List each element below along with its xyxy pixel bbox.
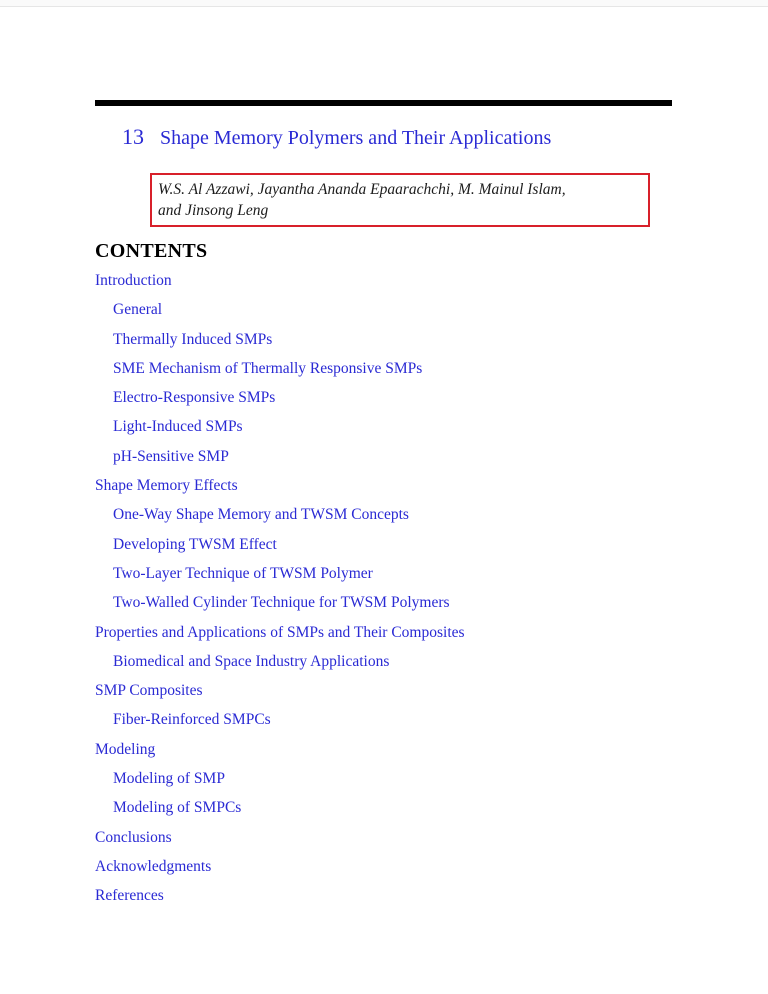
toc-subsection-link[interactable]: Two-Layer Technique of TWSM Polymer xyxy=(113,564,373,582)
toc-section-link[interactable]: Introduction xyxy=(95,272,172,289)
toc-subsection-link[interactable]: Developing TWSM Effect xyxy=(113,535,277,553)
toc-subsection-link[interactable]: Two-Walled Cylinder Technique for TWSM Polymers xyxy=(113,594,450,612)
authors-line-2: and Jinsong Leng xyxy=(158,202,269,219)
toc-subsection-link[interactable]: Electro-Responsive SMPs xyxy=(113,389,276,407)
toc-subsection-link[interactable]: Modeling of SMPCs xyxy=(113,799,242,817)
chapter-title[interactable]: Shape Memory Polymers and Their Applications xyxy=(160,127,552,149)
toc-section-link[interactable]: Modeling xyxy=(95,740,156,758)
chapter-heading[interactable] xyxy=(122,124,682,150)
toc-subsection-link[interactable]: General xyxy=(113,301,163,319)
toc-subsection-link[interactable]: SME Mechanism of Thermally Responsive SMPs xyxy=(113,359,423,377)
chapter-number: 13 xyxy=(122,124,144,149)
authors-line-1: W.S. Al Azzawi, Jayantha Ananda Epaarachchi, M. Mainul Islam, xyxy=(158,181,566,198)
table-of-contents xyxy=(95,270,465,915)
contents-heading: CONTENTS xyxy=(95,240,208,262)
toc-subsection-link[interactable]: Biomedical and Space Industry Applications xyxy=(113,652,390,670)
toc-section-link[interactable]: SMP Composites xyxy=(95,682,203,700)
toc-subsection-link[interactable]: One-Way Shape Memory and TWSM Concepts xyxy=(113,506,409,524)
toc-subsection-link[interactable]: Thermally Induced SMPs xyxy=(113,330,273,348)
toc-section-link[interactable]: References xyxy=(95,887,164,905)
toc-section-link[interactable]: Conclusions xyxy=(95,828,172,846)
toc-subsection-link[interactable]: Modeling of SMP xyxy=(113,770,225,788)
toc-subsection-link[interactable]: Light-Induced SMPs xyxy=(113,418,243,436)
toc-section-link[interactable]: Shape Memory Effects xyxy=(95,477,238,495)
toc-subsection-link[interactable]: Fiber-Reinforced SMPCs xyxy=(113,711,271,729)
authors-highlight-box xyxy=(150,173,650,227)
chapter-top-rule xyxy=(95,100,672,106)
toc-section-link[interactable]: Acknowledgments xyxy=(95,857,212,875)
toc-subsection-link[interactable]: pH-Sensitive SMP xyxy=(113,447,229,465)
toc-section-link[interactable]: Properties and Applications of SMPs and Their Composites xyxy=(95,623,465,641)
page-top-edge xyxy=(0,0,768,7)
